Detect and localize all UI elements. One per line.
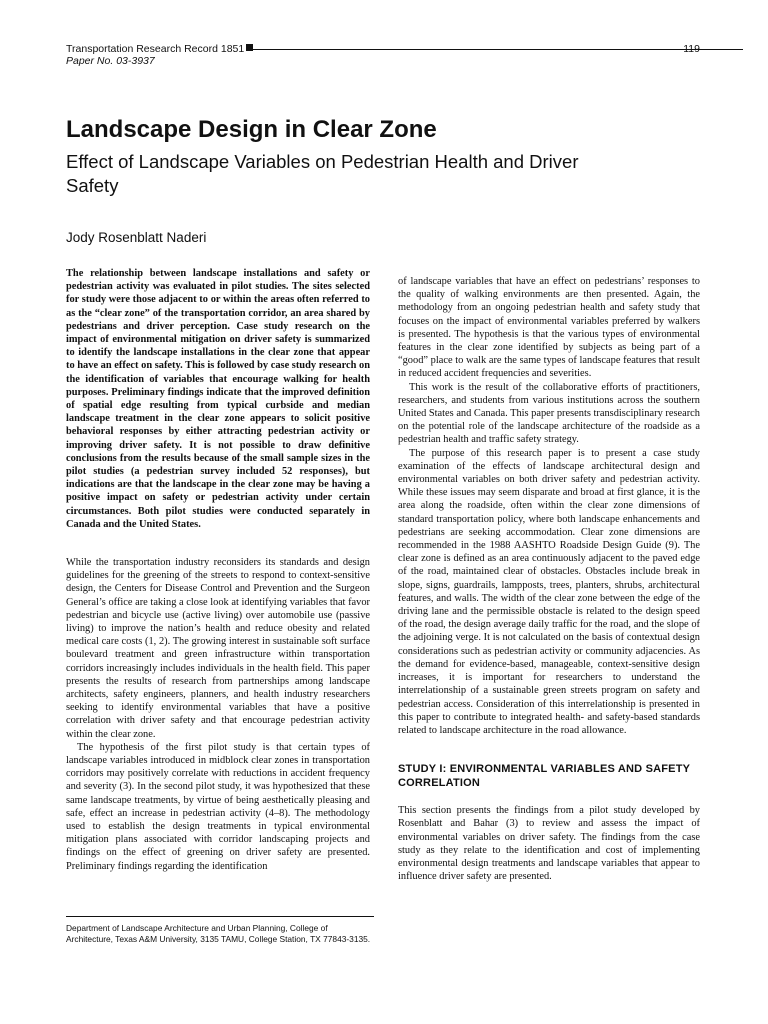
right-column-body: [398, 275, 700, 883]
body-paragraph: of landscape variables that have an effect on pedestrians’ responses to the quality of walking environments are then presented. Again, the methodology from an ongoing pedestrian health and safety study that focuses on the impact of environmental variables preferred by walkers is presented. The hypothesis is that the various types of environmental features in the clear zone identified by subjects as being part of a “good” place to walk are the same types of landscape features that result in reduced accident frequencies and severities.: [398, 276, 700, 380]
abstract: [66, 267, 370, 531]
left-column-body: [66, 556, 370, 873]
paper-title: Landscape Design in Clear Zone: [66, 116, 437, 143]
body-paragraph: The hypothesis of the first pilot study is that certain types of landscape variables introduced in midblock clear zones in transportation corridors may positively correlate with reductions in accident frequency and severity (3). In the second pilot study, it was hypothesized that these same landscape treatments, by virtue of being aesthetically pleasing and safe, effect an increase in pedestrian activity (4–8). The methodology used to establish the design treatments in typical environmental mitigation plans associated with corridor landscaping projects and findings on the effect of greening on driver safety are presented. Preliminary findings regarding the identification: [66, 741, 370, 872]
body-paragraph: This work is the result of the collaborative efforts of practitioners, researchers, and students from various institutions across the southern United States and Canada. This paper presents transdisciplinary research on the potential role of the landscape architecture of the roadside as a pedestrian health and traffic safety strategy.: [398, 381, 700, 446]
paper-number: Paper No. 03-3937: [66, 55, 155, 67]
body-paragraph: While the transportation industry reconsiders its standards and design guidelines for the greening of the streets to respond to context-sensitive design, the Centers for Disease Control and Prevention and the Surgeon General’s office are taking a close look at identifying variables that favor pedestrian and bicycle use (active living) over automobile use (passive living) to improve the nation’s health and reduce obesity and related medical care costs (1, 2). The growing interest in sustainable soft surface boulevard treatment and green infrastructure within transportation corridors increasingly includes individuals in the health field. This paper presents the results of research from partnerships among landscape architects, safety engineers, planners, and health industry researchers seeking to identify environmental variables that have a positive correlation with driver safety and that encourage pedestrian activity within the clear zone.: [66, 557, 370, 740]
section-heading: STUDY I: ENVIRONMENTAL VARIABLES AND SAFETY CORRELATION: [398, 763, 690, 790]
header-rule: [249, 49, 743, 50]
section-paragraph: This section presents the findings from a pilot study developed by Rosenblatt and Bahar (3) to review and assess the impact of environmental variables on driver safety. The findings from the case study as they relate to the identification and cost of implementing environmental design treatments and landscape variables that appear to influence driver safety are presented.: [398, 805, 700, 883]
author-name: Jody Rosenblatt Naderi: [66, 230, 207, 245]
paper-subtitle: Effect of Landscape Variables on Pedestrian Health and Driver Safety: [66, 151, 579, 196]
journal-text: Transportation Research Record 1851: [66, 43, 245, 55]
affiliation-footnote: Department of Landscape Architecture and Urban Planning, College of Architecture, Texas A&M University, 3135 TAMU, College Station, TX 77843-3135.: [66, 923, 371, 944]
running-header: [66, 43, 700, 73]
body-paragraph: The purpose of this research paper is to present a case study examination of the effects of landscape architectural design and environmental variables on both driver safety and pedestrian activity. While these issues may seem disparate and broad at first glance, it is the area along the roadside, often within the clear zone dimensions of standard transportation policy, where both landscape enhancements and pedestrians are seeking accommodation. Clear zone dimensions are recommended in the 1988 AASHTO Roadside Design Guide (9). The clear zone is defined as an area continuously adjacent to the paved edge of the road, maintained clear of obstacles. Obstacles include break in slope, signs, guardrails, lampposts, trees, planters, shrubs, architectural features, and walls. The width of the clear zone between the edge of the driving lane and the permissible obstacle is related to the design speed of the road, the design average daily traffic for the road, and the slope of the adjoining verge. It is not calculated on the basis of contextual design considerations such as pedestrian activity or community adjacencies. As the demand for evidence-based, manageable, context-sensitive design increases, it is important for researchers to understand the interrelationship of a sustainable green streets program on safety and pedestrian access. Consideration of this interrelationship is presented in this paper to contribute to integrated health- and safety-based standards related to landscape architecture in the road allowance.: [398, 447, 700, 736]
page-number: 119: [683, 43, 700, 55]
abstract-text: The relationship between landscape installations and safety or pedestrian activity was evaluated in pilot studies. The sites selected for study were those adjacent to or within the areas often referred to as the “clear zone” of the transportation corridor, an area shared by pedestrians and driver perception. Case study research on the impact of environmental mitigation on driver safety is summarized to identify the landscape installations in the clear zone that appear to have an effect on safety. This is followed by case study research on the identification of variables that encourage walking for health purposes. Preliminary findings indicate that the improved definition of spatial edge resulting from typical curbside and median landscape treatment in the clear zone appears to solicit positive behavioral responses by either attracting pedestrian activity or improving driver safety. It is not possible to draw definitive conclusions from the results because of the small sample sizes in the pilot studies (a pedestrian survey included 52 responses), but indications are that the landscape in the clear zone may be having a positive impact on safety or pedestrian activity under certain circumstances. Both pilot studies were conducted separately in Canada and the United States.: [66, 268, 370, 530]
footnote-rule: [66, 916, 374, 917]
